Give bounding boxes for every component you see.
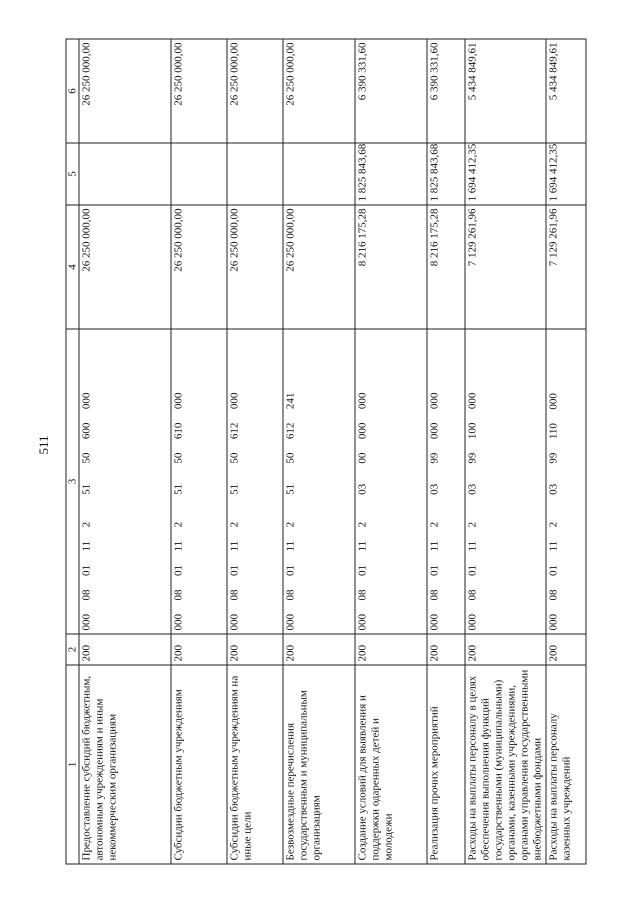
table-row: [427, 39, 465, 864]
column-header: 3: [66, 329, 79, 634]
column-header: 2: [66, 634, 79, 665]
row-code: 200: [79, 634, 171, 665]
row-code: 200: [171, 634, 227, 665]
row-classification-code: 000 08 01 11 2 03 00 000 000: [355, 329, 427, 634]
row-amount: 8 216 175,28: [355, 205, 427, 329]
row-classification-code: 000 08 01 11 2 03 99 110 000: [546, 329, 586, 634]
row-classification-code: 000 08 01 11 2 51 50 612 000: [227, 329, 283, 634]
row-name: Безвозмездные перечисления государственным и муниципальным организациям: [283, 665, 355, 864]
table-row: [355, 39, 427, 864]
row-amount: 7 129 261,96: [546, 205, 586, 329]
row-name: Расходы на выплаты персоналу в целях обеспечения выполнения функций государственными (муниципальными) органами, казенными учреждениями, органами управления государственными внебюджетными фондами: [465, 665, 546, 864]
row-executed: [171, 143, 227, 205]
row-remainder: 5 434 849,61: [546, 39, 586, 143]
row-executed: [227, 143, 283, 205]
row-classification-code: 000 08 01 11 2 03 99 100 000: [465, 329, 546, 634]
row-code: 200: [227, 634, 283, 665]
row-code: 200: [283, 634, 355, 665]
row-code: 200: [465, 634, 546, 665]
row-remainder: 6 390 331,60: [355, 39, 427, 143]
column-header: 1: [66, 665, 79, 864]
column-header: 6: [66, 39, 79, 143]
row-classification-code: 000 08 01 11 2 03 99 000 000: [427, 329, 465, 634]
row-amount: 26 250 000,00: [171, 205, 227, 329]
row-code: 200: [427, 634, 465, 665]
table-row: [546, 39, 586, 864]
row-remainder: 26 250 000,00: [227, 39, 283, 143]
column-header: 4: [66, 205, 79, 329]
row-name: Субсидии бюджетным учреждениям на иные цели: [227, 665, 283, 864]
row-remainder: 26 250 000,00: [171, 39, 227, 143]
row-remainder: 26 250 000,00: [283, 39, 355, 143]
row-amount: 26 250 000,00: [227, 205, 283, 329]
row-remainder: 26 250 000,00: [79, 39, 171, 143]
row-amount: 26 250 000,00: [79, 205, 171, 329]
column-number-row: [66, 39, 79, 864]
row-executed: [283, 143, 355, 205]
table-row: [227, 39, 283, 864]
row-executed: 1 825 843,68: [427, 143, 465, 205]
table-row: [283, 39, 355, 864]
row-executed: [79, 143, 171, 205]
row-executed: 1 825 843,68: [355, 143, 427, 205]
row-code: 200: [546, 634, 586, 665]
column-header: 5: [66, 143, 79, 205]
table-row: [171, 39, 227, 864]
table-row: [79, 39, 171, 864]
rotated-table-container: [66, 40, 573, 865]
row-name: Предоставление субсидий бюджетным, автономным учреждениям и иным некоммерческим организациям: [79, 665, 171, 864]
row-classification-code: 000 08 01 11 2 51 50 610 000: [171, 329, 227, 634]
page-number: 511: [36, 435, 51, 455]
budget-table: [66, 39, 587, 865]
row-remainder: 5 434 849,61: [465, 39, 546, 143]
row-executed: 1 694 412,35: [546, 143, 586, 205]
row-remainder: 6 390 331,60: [427, 39, 465, 143]
table-row: [465, 39, 546, 864]
row-name: Субсидии бюджетным учреждениям: [171, 665, 227, 864]
row-code: 200: [355, 634, 427, 665]
row-classification-code: 000 08 01 11 2 51 50 600 000: [79, 329, 171, 634]
row-amount: 26 250 000,00: [283, 205, 355, 329]
row-executed: 1 694 412,35: [465, 143, 546, 205]
row-amount: 7 129 261,96: [465, 205, 546, 329]
row-name: Реализация прочих мероприятий: [427, 665, 465, 864]
row-name: Создание условий для выявления и поддержки одаренных детей и молодежи: [355, 665, 427, 864]
row-name: Расходы на выплаты персоналу казенных учреждений: [546, 665, 586, 864]
row-classification-code: 000 08 01 11 2 51 50 612 241: [283, 329, 355, 634]
row-amount: 8 216 175,28: [427, 205, 465, 329]
